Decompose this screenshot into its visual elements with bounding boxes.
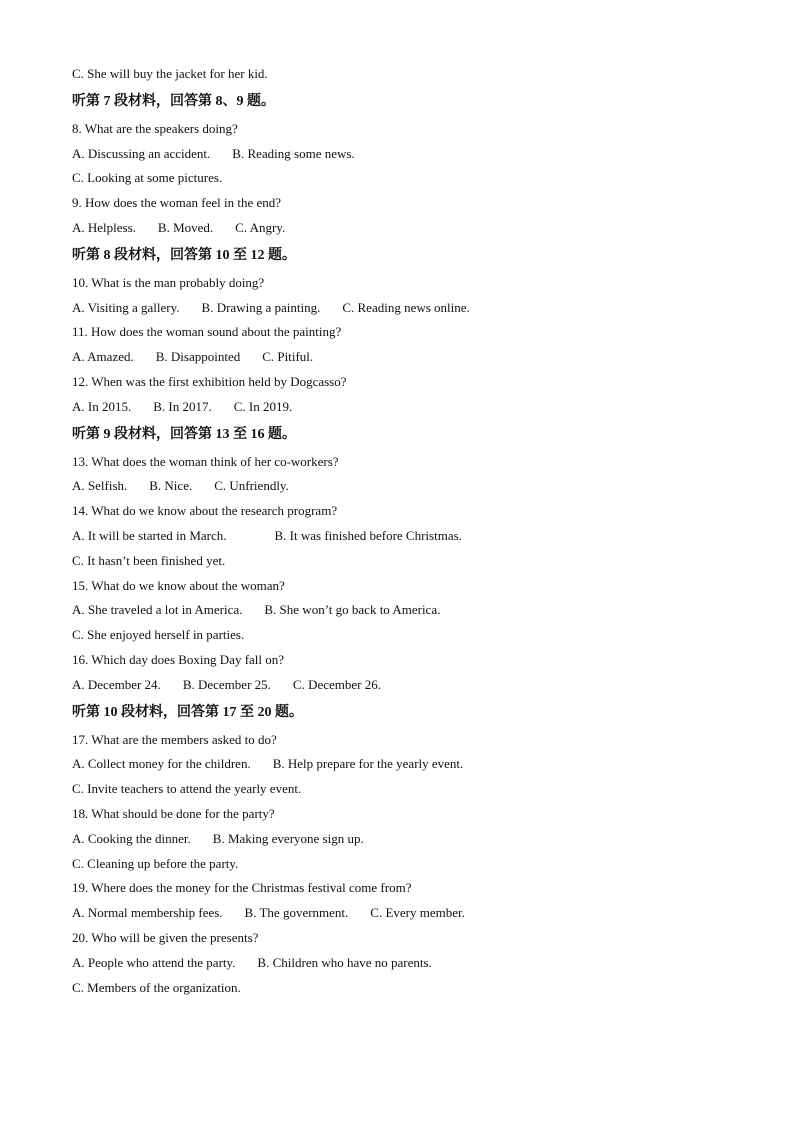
- section-header: 听第 8 段材料，回答第 10 至 12 题。: [72, 247, 296, 263]
- options-row: [72, 752, 732, 777]
- option-b: B. The government.: [244, 905, 349, 921]
- option-line: C. Cleaning up before the party.: [72, 855, 239, 871]
- option-b: B. Nice.: [149, 478, 193, 494]
- option-c: C. Pitiful.: [262, 349, 314, 365]
- option-a: A. People who attend the party.: [72, 954, 236, 970]
- options-row: [72, 524, 732, 549]
- question-text: 20. Who will be given the presents?: [72, 929, 259, 945]
- option-a: A. She traveled a lot in America.: [72, 602, 243, 618]
- option-a: A. Normal membership fees.: [72, 905, 223, 921]
- options-row: [72, 901, 732, 926]
- option-a: A. Discussing an accident.: [72, 145, 211, 161]
- options-row: [72, 142, 732, 167]
- question-text: 13. What does the woman think of her co-workers?: [72, 453, 339, 469]
- option-b: B. December 25.: [182, 676, 271, 692]
- option-c: C. Reading news online.: [342, 299, 470, 315]
- options-row: [72, 598, 732, 623]
- option-a: A. Visiting a gallery.: [72, 299, 180, 315]
- section-header: 听第 7 段材料，回答第 8、9 题。: [72, 93, 275, 109]
- options-row: [72, 951, 732, 976]
- option-c: C. In 2019.: [233, 398, 293, 414]
- options-row: [72, 474, 732, 499]
- question-text: 18. What should be done for the party?: [72, 805, 275, 821]
- document-page: [72, 62, 732, 1000]
- option-a: A. December 24.: [72, 676, 161, 692]
- option-line: C. Members of the organization.: [72, 979, 241, 995]
- question-text: 12. When was the first exhibition held by Dogcasso?: [72, 373, 347, 389]
- option-a: A. Amazed.: [72, 349, 134, 365]
- option-line: C. She will buy the jacket for her kid.: [72, 66, 268, 81]
- option-c: C. Every member.: [370, 905, 465, 921]
- option-line: C. Invite teachers to attend the yearly event.: [72, 781, 302, 797]
- option-line: C. Looking at some pictures.: [72, 170, 223, 186]
- option-a: A. It will be started in March.: [72, 527, 227, 543]
- options-row: [72, 673, 732, 698]
- question-text: 19. Where does the money for the Christmas festival come from?: [72, 880, 412, 896]
- question-text: 15. What do we know about the woman?: [72, 577, 285, 593]
- option-a: A. Helpless.: [72, 219, 136, 235]
- options-row: [72, 296, 732, 321]
- option-line: C. She enjoyed herself in parties.: [72, 627, 245, 643]
- option-b: B. She won’t go back to America.: [264, 602, 441, 618]
- section-header: 听第 10 段材料，回答第 17 至 20 题。: [72, 704, 303, 720]
- option-a: A. Cooking the dinner.: [72, 830, 191, 846]
- option-b: B. Reading some news.: [232, 145, 355, 161]
- option-b: B. Drawing a painting.: [201, 299, 321, 315]
- option-b: B. In 2017.: [153, 398, 212, 414]
- option-b: B. Help prepare for the yearly event.: [272, 756, 464, 772]
- option-b: B. It was finished before Christmas.: [274, 527, 462, 543]
- option-a: A. In 2015.: [72, 398, 132, 414]
- option-b: B. Disappointed: [155, 349, 241, 365]
- question-text: 11. How does the woman sound about the painting?: [72, 324, 342, 340]
- question-text: 17. What are the members asked to do?: [72, 731, 277, 747]
- option-c: C. December 26.: [292, 676, 381, 692]
- section-header: 听第 9 段材料，回答第 13 至 16 题。: [72, 426, 296, 442]
- option-b: B. Making everyone sign up.: [212, 830, 364, 846]
- question-text: 10. What is the man probably doing?: [72, 274, 265, 290]
- question-text: 8. What are the speakers doing?: [72, 120, 238, 136]
- option-c: C. Unfriendly.: [214, 478, 289, 494]
- options-row: [72, 827, 732, 852]
- options-row: [72, 395, 732, 420]
- option-a: A. Selfish.: [72, 478, 128, 494]
- question-text: 14. What do we know about the research program?: [72, 503, 338, 519]
- question-text: 9. How does the woman feel in the end?: [72, 195, 282, 211]
- option-b: B. Children who have no parents.: [257, 954, 432, 970]
- option-a: A. Collect money for the children.: [72, 756, 251, 772]
- option-c: C. Angry.: [235, 219, 286, 235]
- option-line: C. It hasn’t been finished yet.: [72, 552, 226, 568]
- question-text: 16. Which day does Boxing Day fall on?: [72, 651, 285, 667]
- options-row: [72, 216, 732, 241]
- options-row: [72, 345, 732, 370]
- option-b: B. Moved.: [157, 219, 214, 235]
